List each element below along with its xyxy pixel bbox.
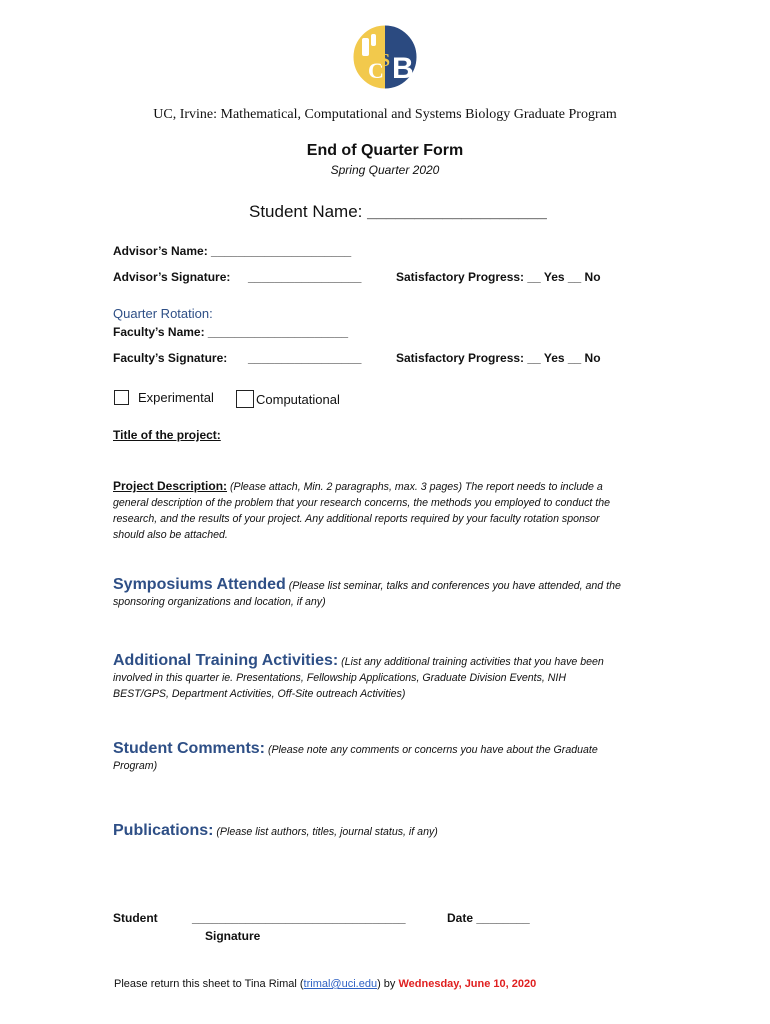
project-description-label: Project Description:	[113, 479, 228, 493]
project-description-text-3: research, and the results of your project. Any additional reports required by your faculty rotation sponsor	[113, 513, 600, 525]
institution-title: UC, Irvine: Mathematical, Computational and Systems Biology Graduate Program	[153, 107, 617, 122]
experimental-label: Experimental	[138, 390, 214, 405]
comments-text-2: Program)	[113, 760, 158, 772]
date-field[interactable]: Date ________	[447, 911, 530, 925]
footer-note	[114, 978, 536, 990]
training-heading: Additional Training Activities:	[113, 652, 339, 669]
student-signature-field[interactable]: ________________________________	[192, 911, 406, 925]
publications-heading: Publications:	[113, 822, 214, 839]
experimental-option[interactable]	[114, 390, 214, 405]
comments-heading: Student Comments:	[113, 740, 265, 757]
comments-text-1: (Please note any comments or concerns you have about the Graduate	[265, 744, 598, 756]
student-name-field[interactable]: ___________________	[367, 202, 547, 221]
advisor-name-line[interactable]: Advisor’s Name: _____________________	[113, 244, 352, 258]
advisor-progress-line[interactable]: Satisfactory Progress: __ Yes __ No	[396, 270, 601, 284]
advisor-signature-label: Advisor’s Signature:	[113, 270, 231, 284]
student-name-row	[249, 202, 547, 222]
project-title-label: Title of the project:	[113, 428, 221, 442]
symposiums-heading: Symposiums Attended	[113, 576, 286, 593]
experimental-checkbox[interactable]	[114, 390, 129, 405]
rotation-heading: Quarter Rotation:	[113, 306, 213, 321]
publications-text-1: (Please list authors, titles, journal status, if any)	[213, 826, 438, 838]
faculty-signature-field[interactable]: _________________	[248, 351, 362, 365]
symposiums-text-1: (Please list seminar, talks and conferences you have attended, and the	[285, 580, 621, 592]
deadline-date: Wednesday, June 10, 2020	[398, 978, 537, 990]
mcsb-logo-icon	[350, 22, 420, 92]
advisor-signature-field[interactable]: _________________	[248, 270, 362, 284]
training-text-1: (List any additional training activities that you have been	[338, 656, 604, 668]
contact-email-link[interactable]: trimal@uci.edu	[303, 978, 378, 990]
student-signature-label: Student	[113, 911, 158, 925]
computational-option[interactable]	[236, 390, 340, 408]
svg-text:C: C	[368, 58, 384, 83]
comments-section	[113, 741, 673, 774]
project-description-text-4: should also be attached.	[113, 529, 228, 541]
publications-section	[113, 823, 673, 840]
computational-checkbox[interactable]	[236, 390, 254, 408]
project-description	[113, 478, 673, 543]
computational-label: Computational	[256, 391, 340, 407]
quarter-label: Spring Quarter 2020	[330, 163, 440, 177]
symposiums-section	[113, 577, 673, 610]
form-title: End of Quarter Form	[306, 142, 464, 159]
faculty-signature-label: Faculty’s Signature:	[113, 351, 228, 365]
faculty-name-line[interactable]: Faculty’s Name: _____________________	[113, 325, 349, 339]
mcsb-logo	[350, 22, 420, 92]
svg-text:B: B	[392, 52, 414, 85]
footer-prefix: Please return this sheet to Tina Rimal (	[114, 978, 304, 990]
project-description-text-2: general description of the problem that your research concerns, the methods you employed to conduct the	[113, 497, 611, 509]
svg-text:S: S	[380, 50, 391, 70]
training-text-3: BEST/GPS, Department Activities, Off-Site outreach Activities)	[113, 688, 406, 700]
student-name-label: Student Name:	[249, 202, 363, 221]
signature-caption: Signature	[205, 929, 261, 943]
footer-middle: ) by	[377, 978, 399, 990]
symposiums-text-2: sponsoring organizations and location, if any)	[113, 596, 326, 608]
faculty-progress-line[interactable]: Satisfactory Progress: __ Yes __ No	[396, 351, 601, 365]
training-text-2: involved in this quarter ie. Presentations, Fellowship Applications, Graduate Division Events, NIH	[113, 672, 567, 684]
project-description-text-1: (Please attach, Min. 2 paragraphs, max. 3 pages) The report needs to include a	[227, 481, 603, 493]
training-section	[113, 653, 673, 702]
